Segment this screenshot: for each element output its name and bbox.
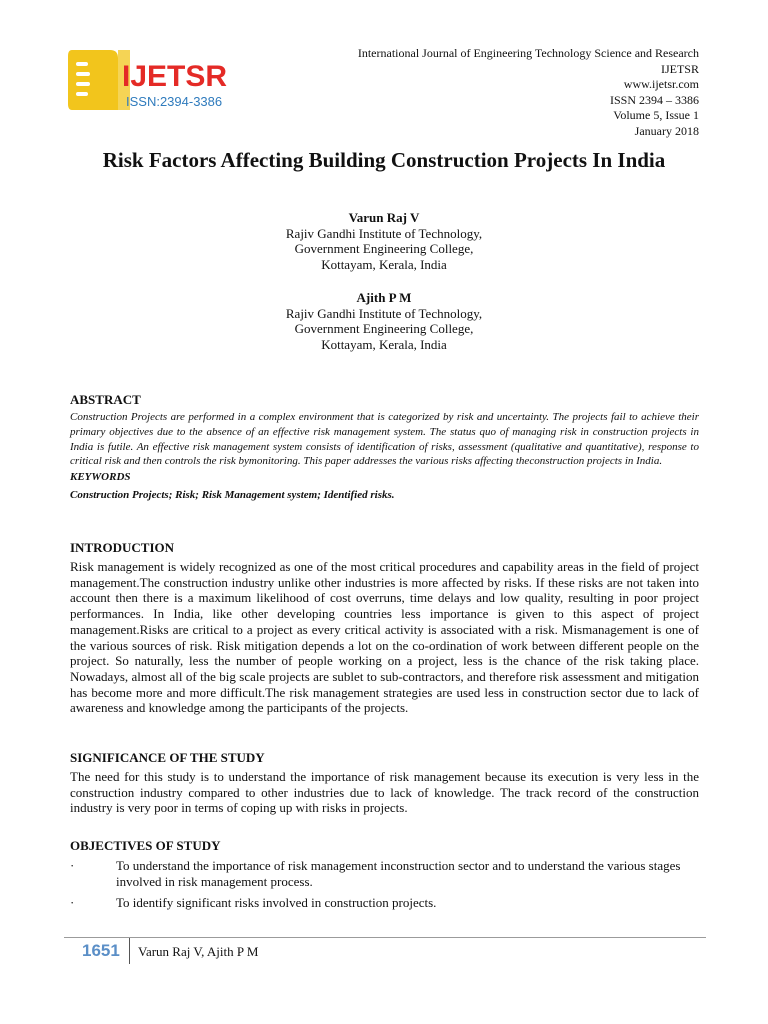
journal-date: January 2018: [634, 123, 699, 138]
author-affiliation: Government Engineering College,: [294, 241, 474, 256]
journal-abbrev: IJETSR: [660, 61, 699, 76]
author-name: Ajith P M: [356, 290, 412, 305]
abstract-heading: ABSTRACT: [70, 392, 141, 407]
objective-text: To identify significant risks involved in construction projects.: [116, 895, 437, 911]
author-affiliation: Rajiv Gandhi Institute of Technology,: [285, 225, 483, 241]
author-affiliation: Rajiv Gandhi Institute of Technology,: [285, 305, 483, 321]
footer-separator: [129, 938, 130, 964]
introduction-heading: INTRODUCTION: [70, 540, 175, 555]
objectives-section: [70, 838, 699, 911]
significance-heading: SIGNIFICANCE OF THE STUDY: [70, 750, 265, 765]
journal-name: International Journal of Engineering Technology Science and Research: [357, 46, 699, 60]
journal-url: www.ijetsr.com: [623, 77, 699, 92]
abstract-text: Construction Projects are performed in a complex environment that is categorized by risk and uncertainty. The projects fail to achieve their primary objectives due to the absence of an effective risk management system. The status quo of managing risk in construction projects in India is futile. An effective risk management system consists of identification of risks, assessment (qualitative and quantitative), response to critical risk and then controls the risk bymonitoring. This paper addresses the various risks affecting theconstruction projects in India.: [70, 411, 699, 468]
significance-text: The need for this study is to understand the importance of risk management because its execution is very less in the construction industry compared to other industries due to lack of knowledge. The track record of the construction industry is very poor in terms of coping up with risks in projects.: [70, 769, 699, 816]
page-number: 1651: [82, 941, 120, 960]
journal-issn: ISSN 2394 – 3386: [609, 92, 699, 107]
ijetsr-logo: [68, 44, 248, 116]
objective-text: To understand the importance of risk management inconstruction sector and to understand the various stages involved in risk management process.: [116, 858, 681, 889]
journal-header: [279, 46, 699, 140]
abstract-section: [70, 392, 699, 501]
author-name: Varun Raj V: [348, 210, 420, 225]
author-block-2: [0, 290, 768, 352]
logo-text: IJETSR: [122, 60, 228, 93]
journal-volume: Volume 5, Issue 1: [613, 108, 699, 123]
keywords-text: Construction Projects; Risk; Risk Management system; Identified risks.: [70, 489, 395, 502]
author-affiliation: Kottayam, Kerala, India: [321, 256, 447, 272]
bullet-icon: ·: [70, 858, 75, 873]
author-block-1: [0, 210, 768, 272]
footer-authors: Varun Raj V, Ajith P M: [138, 944, 259, 959]
bullet-icon: ·: [70, 895, 75, 911]
introduction-section: [70, 540, 699, 716]
paper-title: Risk Factors Affecting Building Construction Projects In India: [102, 148, 666, 172]
keywords-heading: KEYWORDS: [70, 471, 131, 484]
list-item: [70, 895, 699, 911]
objectives-heading: OBJECTIVES OF STUDY: [70, 838, 221, 853]
introduction-text: Risk management is widely recognized as one of the most critical procedures and capability areas in the field of project management.The construction industry unlike other industries is more affected by risks. If these risks are not taken into account then there is a maximum likelihood of cost overruns, time delays and low quality, resulting in poor project performances. In India, like other developing countries less importance is given to this aspect of project management.Risks are critical to a project as every critical activity is associated with a risk. Mismanagement is one of the various sources of risk. Risk mitigation depends a lot on the co-ordination of work between different people on the project. So naturally, less the number of people working on a project, less is the chance of the risk taking place. Nowadays, almost all of the big scale projects are sublet to sub-contractors, and therefore risk assessment and mitigation has become more and more difficult.The risk management strategies are used less in construction sector due to lack of awareness and knowledge among the participants of the projects.: [70, 559, 699, 716]
author-affiliation: Government Engineering College,: [294, 321, 474, 336]
footer-divider: [64, 937, 706, 938]
significance-section: [70, 750, 699, 816]
list-item: [70, 858, 699, 889]
logo-issn: ISSN:2394-3386: [126, 94, 223, 109]
author-affiliation: Kottayam, Kerala, India: [321, 336, 447, 352]
